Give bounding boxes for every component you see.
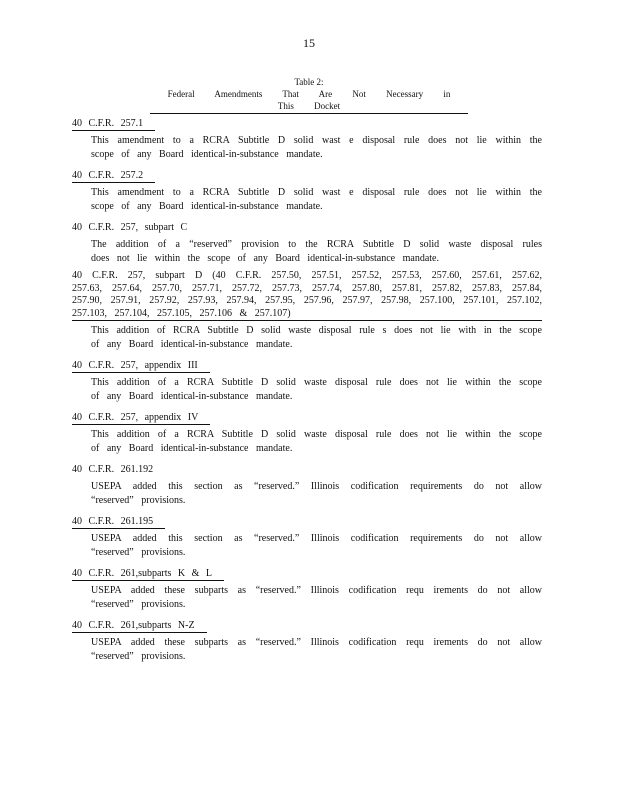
citation-heading: 40 C.F.R. 257, subpart C	[72, 222, 188, 233]
citation-heading: 40 C.F.R. 261,subparts K & L	[72, 566, 224, 581]
citation-explanation: This amendment to a RCRA Subtitle D solid wast e disposal rule does not lie within the scope of any Board identical-in-substance mandate.	[91, 187, 542, 212]
citation-heading: 40 C.F.R. 261,subparts N-Z	[72, 618, 207, 633]
list-item	[72, 165, 542, 217]
citation-explanation: The addition of a “reserved” provision to the RCRA Subtitle D solid waste disposal rules does not lie within the scope of any Board identical-in-substance mandate.	[91, 239, 542, 264]
page-number: 15	[303, 36, 315, 50]
citation-heading: 40 C.F.R. 257.2	[72, 168, 155, 183]
list-item	[72, 563, 542, 615]
list-item	[72, 113, 542, 165]
citation-heading: 40 C.F.R. 257, subpart D (40 C.F.R. 257.50, 257.51, 257.52, 257.53, 257.60, 257.61, 257.62, 257.63, 257.64, 257.70, 257.71, 257.72, 257.73, 257.74, 257.80, 257.81, 257.82, 257.83, 257.84, 257.90, 257.91, 257.92, 257.93, 257.94, 257.95, 257.96, 257.97, 257.98, 257.100, 257.101, 257.102, 257.103, 257.104, 257.105, 257.106 & 257.107)	[72, 269, 542, 321]
list-item	[72, 269, 542, 355]
citation-explanation: This addition of a RCRA Subtitle D solid waste disposal rule does not lie within the scope of any Board identical-in-substance mandate.	[91, 429, 542, 454]
list-item	[72, 355, 542, 407]
table-caption: Federal Amendments That Are Not Necessary in This Docket	[150, 88, 468, 114]
citation-heading: 40 C.F.R. 257, appendix III	[72, 358, 210, 373]
list-item	[72, 615, 542, 667]
citation-heading: 40 C.F.R. 261.195	[72, 514, 165, 529]
list-item	[72, 459, 542, 511]
list-item	[72, 217, 542, 269]
citation-explanation: This addition of RCRA Subtitle D solid waste disposal rule s does not lie with in the scope of any Board identical-in-substance mandate.	[91, 325, 542, 350]
citation-explanation: This amendment to a RCRA Subtitle D solid wast e disposal rule does not lie within the scope of any Board identical-in-substance mandate.	[91, 135, 542, 160]
citation-heading: 40 C.F.R. 257, appendix IV	[72, 410, 210, 425]
citation-explanation: USEPA added this section as “reserved.” Illinois codification requirements do not allow “reserved” provisions.	[91, 481, 542, 506]
citation-explanation: USEPA added these subparts as “reserved.” Illinois codification requ irements do not allow “reserved” provisions.	[91, 585, 542, 610]
citation-heading: 40 C.F.R. 257.1	[72, 116, 155, 131]
list-item	[72, 511, 542, 563]
citation-explanation: This addition of a RCRA Subtitle D solid waste disposal rule does not lie within the scope of any Board identical-in-substance mandate.	[91, 377, 542, 402]
citation-explanation: USEPA added these subparts as “reserved.” Illinois codification requ irements do not allow “reserved” provisions.	[91, 637, 542, 662]
list-item	[72, 407, 542, 459]
citation-heading: 40 C.F.R. 261.192	[72, 464, 154, 475]
amendment-list	[72, 113, 542, 667]
table-title	[150, 76, 468, 114]
citation-explanation: USEPA added this section as “reserved.” Illinois codification requirements do not allow “reserved” provisions.	[91, 533, 542, 558]
table-label: Table 2:	[294, 77, 324, 87]
